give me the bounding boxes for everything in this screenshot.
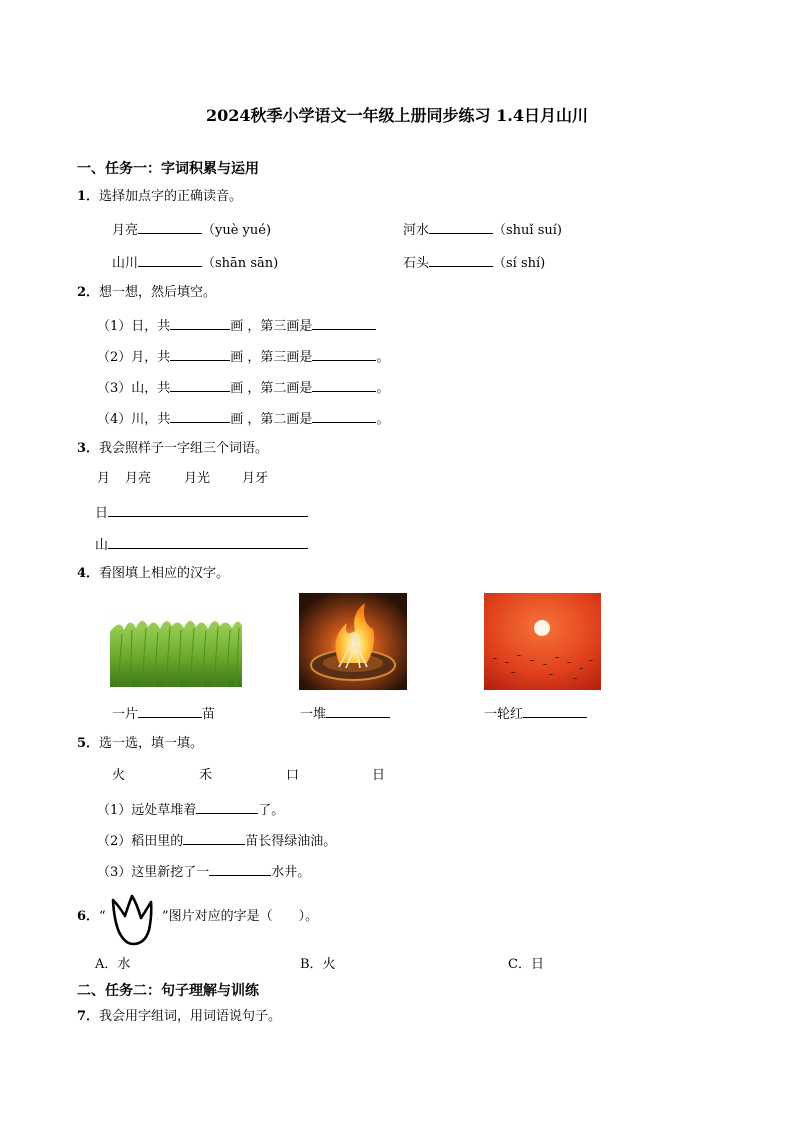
stroke-prefix: （2）月，共 — [97, 350, 171, 365]
stroke-item — [97, 317, 376, 333]
stroke-prefix: （3）山，共 — [97, 381, 171, 396]
stroke-prefix: （1）日，共 — [97, 319, 171, 334]
question-6 — [77, 910, 106, 923]
pinyin-item — [403, 221, 562, 237]
pinyin-item — [112, 221, 271, 237]
question-number: 1． — [77, 189, 100, 204]
question-number: 7． — [77, 1009, 100, 1024]
pinyin-item — [403, 254, 545, 270]
fill-before: （3）这里新挖了一 — [97, 865, 210, 880]
question-1 — [77, 190, 242, 203]
option-a[interactable]: A．水 — [95, 957, 131, 972]
question-3 — [77, 442, 268, 455]
word-line — [95, 504, 308, 520]
choice-char: 日 — [372, 768, 386, 783]
stroke-mid: 画 ，第三画是 — [230, 350, 313, 365]
answer-blank[interactable] — [183, 832, 245, 845]
question-number: 5． — [77, 736, 100, 751]
fill-item — [97, 801, 284, 817]
answer-blank[interactable] — [523, 705, 587, 718]
option-b[interactable]: B．火 — [300, 957, 336, 972]
fill-before: （1）远处草堆着 — [97, 803, 197, 818]
pinyin-options: （yuè yué) — [202, 223, 272, 238]
stroke-item — [97, 379, 389, 395]
fill-after: 了。 — [258, 803, 285, 818]
choice-char: 火 — [112, 768, 126, 783]
caption-before: 一轮红 — [484, 707, 524, 722]
answer-blank[interactable] — [170, 379, 230, 392]
pinyin-options: （sí shí) — [493, 256, 546, 271]
stroke-item — [97, 410, 389, 426]
stroke-end: 。 — [376, 412, 390, 427]
fill-after: 水井。 — [271, 865, 311, 880]
pinyin-item — [112, 254, 278, 270]
answer-blank[interactable] — [108, 536, 308, 549]
stroke-mid: 画 ，第二画是 — [230, 412, 313, 427]
pinyin-word: 石头 — [403, 256, 430, 271]
answer-blank[interactable] — [138, 221, 202, 234]
stroke-end: 。 — [376, 381, 390, 396]
stroke-mid: 画 ，第二画是 — [230, 381, 313, 396]
question-text: 看图填上相应的汉字。 — [99, 566, 230, 581]
answer-blank[interactable] — [312, 317, 376, 330]
question-2 — [77, 286, 216, 299]
answer-blank[interactable] — [108, 504, 308, 517]
pinyin-options: （shān sān) — [202, 256, 279, 271]
fill-after: 苗长得绿油油。 — [245, 834, 337, 849]
open-quote: “ — [99, 909, 106, 924]
stroke-item — [97, 348, 389, 364]
answer-blank[interactable] — [170, 317, 230, 330]
stroke-end: 。 — [376, 350, 390, 365]
answer-blank[interactable] — [138, 705, 202, 718]
answer-blank[interactable] — [429, 221, 493, 234]
caption-after: 苗 — [202, 707, 216, 722]
question-text: 想一想，然后填空。 — [99, 285, 217, 300]
answer-blank[interactable] — [326, 705, 390, 718]
word-line-char: 日 — [95, 506, 109, 521]
question-text: 我会照样子一字组三个词语。 — [99, 441, 269, 456]
answer-blank[interactable] — [209, 863, 271, 876]
example-char: 月 — [97, 471, 111, 486]
section-heading-1: 一、任务一：字词积累与运用 — [77, 161, 259, 177]
question-4 — [77, 567, 229, 580]
picture-caption — [484, 705, 587, 721]
question-text: 我会用字组词，用词语说句子。 — [99, 1009, 282, 1024]
answer-blank[interactable] — [138, 254, 202, 267]
fire-pictograph-icon — [107, 892, 155, 946]
answer-blank[interactable] — [196, 801, 258, 814]
pinyin-options: （shuǐ suí) — [493, 223, 562, 238]
question-number: 2． — [77, 285, 100, 300]
question-7 — [77, 1010, 281, 1023]
fill-before: （2）稻田里的 — [97, 834, 184, 849]
bonfire-image — [299, 593, 407, 690]
stroke-prefix: （4）川，共 — [97, 412, 171, 427]
pinyin-word: 河水 — [403, 223, 430, 238]
question-number: 4． — [77, 566, 100, 581]
section-heading-2: 二、任务二：句子理解与训练 — [77, 983, 259, 999]
question-text: 选一选，填一填。 — [99, 736, 204, 751]
question-number: 3． — [77, 441, 100, 456]
answer-blank[interactable] — [170, 348, 230, 361]
caption-before: 一片 — [112, 707, 139, 722]
word-line-char: 山 — [95, 538, 109, 553]
choice-char: 口 — [286, 768, 300, 783]
word-line — [95, 536, 308, 552]
question-number: 6． — [77, 909, 100, 924]
fill-item — [97, 832, 336, 848]
question-text: ”图片对应的字是（ ）。 — [162, 909, 319, 924]
answer-blank[interactable] — [170, 410, 230, 423]
red-sun-image — [484, 593, 601, 690]
answer-blank[interactable] — [312, 348, 376, 361]
caption-before: 一堆 — [300, 707, 327, 722]
choice-char: 禾 — [199, 768, 213, 783]
pinyin-word: 月亮 — [112, 223, 139, 238]
fill-item — [97, 863, 310, 879]
picture-caption — [112, 705, 215, 721]
rice-seedling-image — [110, 612, 242, 687]
answer-blank[interactable] — [429, 254, 493, 267]
question-text: 选择加点字的正确读音。 — [99, 189, 243, 204]
example-word: 月亮 — [125, 471, 152, 486]
example-word: 月牙 — [242, 471, 269, 486]
stroke-mid: 画 ，第三画是 — [230, 319, 313, 334]
picture-caption — [300, 705, 390, 721]
page-title: 2024秋季小学语文一年级上册同步练习 1.4日月山川 — [206, 106, 588, 125]
example-word: 月光 — [184, 471, 211, 486]
answer-blank[interactable] — [312, 379, 376, 392]
answer-blank[interactable] — [312, 410, 376, 423]
question-5 — [77, 737, 203, 750]
option-c[interactable]: C．日 — [508, 957, 544, 972]
pinyin-word: 山川 — [112, 256, 139, 271]
